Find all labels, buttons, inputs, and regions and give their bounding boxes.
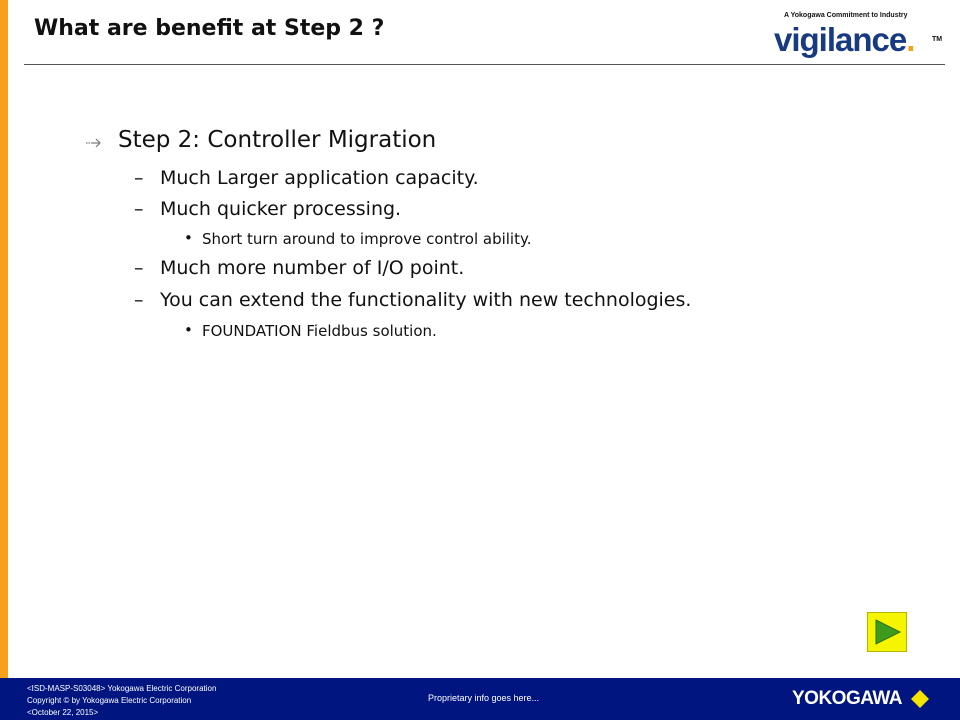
logo-trademark: TM [932, 36, 943, 43]
footer-info [27, 683, 216, 719]
footer-copyright: Copyright © by Yokogawa Electric Corporation [27, 696, 192, 705]
footer-date: <October 22, 2015> [27, 708, 99, 717]
bullet-text: FOUNDATION Fieldbus solution. [202, 322, 437, 340]
dash-marker: – [134, 289, 144, 311]
bullet-text: You can extend the functionality with new technologies. [160, 289, 692, 311]
logo-word-text: vigilance [774, 21, 907, 58]
title-divider [24, 64, 945, 65]
logo-dot: . [906, 21, 915, 58]
yokogawa-logo [792, 686, 932, 712]
bullet-text: Much Larger application capacity. [160, 167, 479, 189]
bullet-dot: • [184, 229, 193, 247]
bullet-text: Much more number of I/O point. [160, 257, 465, 279]
footer-proprietary: Proprietary info goes here... [428, 693, 540, 703]
arrow-right-icon [86, 138, 104, 148]
play-arrow-icon [874, 618, 902, 646]
logo-tagline: A Yokogawa Commitment to Industry [784, 12, 908, 19]
bullet-text: Much quicker processing. [160, 198, 402, 220]
bullet-text: Short turn around to improve control ability. [202, 230, 532, 248]
logo-wordmark [774, 20, 914, 60]
dash-marker: – [134, 257, 144, 279]
bullet-level1: Step 2: Controller Migration [118, 127, 437, 153]
slide-title: What are benefit at Step 2 ? [34, 16, 385, 41]
brand-name: YOKOGAWA [792, 688, 903, 709]
next-slide-button[interactable] [867, 612, 907, 652]
left-accent-bar [0, 0, 8, 678]
dash-marker: – [134, 198, 144, 220]
footer-doc-id: <ISD-MASP-S03048> Yokogawa Electric Corporation [27, 684, 217, 693]
diamond-icon [910, 689, 930, 709]
footer-bar [0, 678, 960, 720]
dash-marker: – [134, 167, 144, 189]
vigilance-logo [772, 12, 943, 58]
bullet-dot: • [184, 321, 193, 339]
